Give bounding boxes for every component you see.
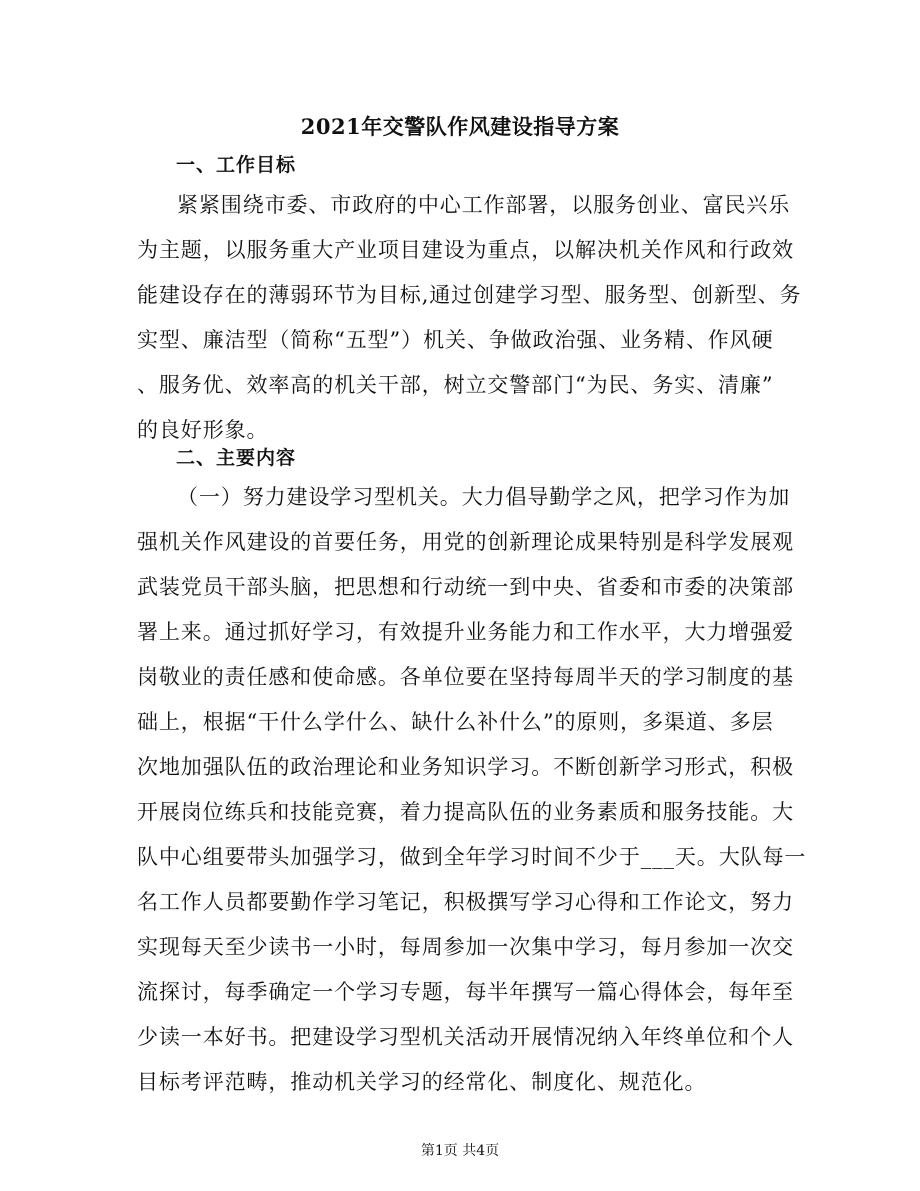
paragraph-line: 实型、廉洁型（简称“五型”）机关、争做政治强、业务精、作风硬: [137, 328, 774, 352]
paragraph-line: 础上，根据“干什么学什么、缺什么补什么”的原则，多渠道、多层: [137, 710, 774, 734]
paragraph-line: 队中心组要带头加强学习，做到全年学习时间不少于___天。大队每一: [137, 845, 807, 869]
paragraph-line: 署上来。通过抓好学习，有效提升业务能力和工作水平，大力增强爱: [137, 620, 794, 644]
paragraph-line: 能建设存在的薄弱环节为目标,通过创建学习型、服务型、创新型、务: [137, 283, 802, 307]
section-heading-content: 二、主要内容: [176, 447, 297, 469]
paragraph-line: 少读一本好书。把建设学习型机关活动开展情况纳入年终单位和个人: [137, 1025, 794, 1049]
paragraph-line: 岗敬业的责任感和使命感。各单位要在坚持每周半天的学习制度的基: [137, 665, 794, 689]
page-number-footer: 第1页 共4页: [420, 1143, 500, 1159]
section-heading-goals: 一、工作目标: [176, 154, 297, 176]
paragraph-line: 武装党员干部头脑，把思想和行动统一到中央、省委和市委的决策部: [137, 575, 794, 599]
paragraph-line: 开展岗位练兵和技能竞赛，着力提高队伍的业务素质和服务技能。大: [137, 800, 794, 824]
paragraph-line: 紧紧围绕市委、市政府的中心工作部署，以服务创业、富民兴乐: [177, 193, 791, 217]
paragraph-line: 目标考评范畴，推动机关学习的经常化、制度化、规范化。: [137, 1070, 707, 1094]
paragraph-line: 、服务优、效率高的机关干部，树立交警部门“为民、务实、清廉”: [137, 373, 774, 397]
paragraph-line: 次地加强队伍的政治理论和业务知识学习。不断创新学习形式，积极: [137, 755, 794, 779]
paragraph-line: 名工作人员都要勤作学习笔记，积极撰写学习心得和工作论文，努力: [137, 890, 794, 914]
paragraph-line: 强机关作风建设的首要任务，用党的创新理论成果特别是科学发展观: [137, 530, 794, 554]
paragraph-line: 的良好形象。: [137, 418, 269, 442]
paragraph-line: 为主题，以服务重大产业项目建设为重点，以解决机关作风和行政效: [137, 238, 794, 262]
document-title: 2021年交警队作风建设指导方案: [300, 114, 620, 139]
paragraph-line: 实现每天至少读书一小时，每周参加一次集中学习，每月参加一次交: [137, 935, 794, 959]
paragraph-line: （一）努力建设学习型机关。大力倡导勤学之风，把学习作为加: [177, 485, 791, 509]
paragraph-line: 流探讨，每季确定一个学习专题，每半年撰写一篇心得体会，每年至: [137, 980, 794, 1004]
